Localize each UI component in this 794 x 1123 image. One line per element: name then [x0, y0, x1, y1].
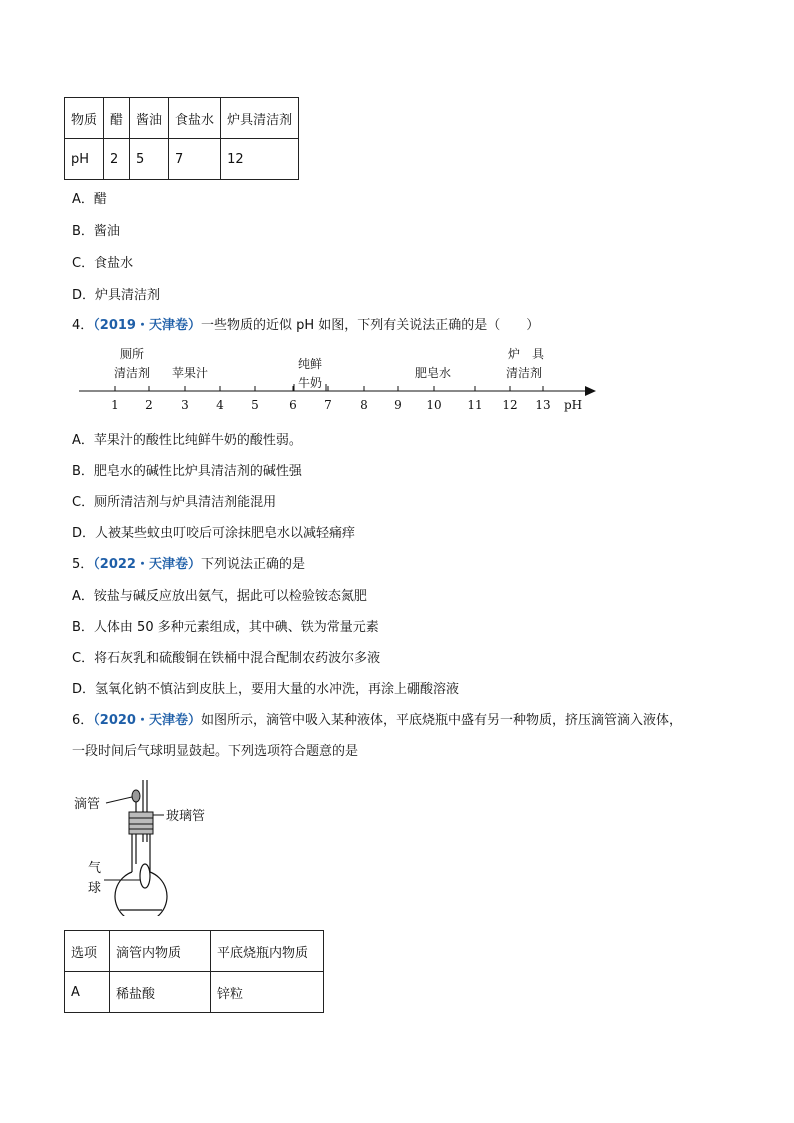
ph-tick-label: 8	[360, 398, 368, 412]
q3-option-b: B．酱油	[72, 224, 120, 239]
q4-option-a: A．苹果汁的酸性比纯鲜牛奶的酸性弱。	[72, 433, 302, 448]
question-text: 如图所示，滴管中吸入某种液体，平底烧瓶中盛有另一种物质，挤压滴管滴入液体，	[200, 713, 682, 728]
table-row	[65, 139, 299, 180]
q4-option-d: D．人被某些蚊虫叮咬后可涂抹肥皂水以减轻痛痒	[72, 526, 356, 541]
ph-tick-label: 1	[111, 398, 119, 412]
question-number: 5．	[72, 557, 94, 572]
table-row	[65, 98, 299, 139]
ph-label-soap-water: 肥皂水	[414, 366, 452, 380]
q3-option-d: D．炉具清洁剂	[72, 288, 161, 303]
ph-label-toilet-cleaner-1: 厕所	[119, 347, 145, 361]
table-cell: 选项	[65, 931, 110, 972]
ph-label-apple-juice: 苹果汁	[171, 366, 209, 380]
table-cell: 2	[104, 139, 130, 180]
rubber-stopper	[129, 812, 153, 834]
q6-stem-line1	[72, 709, 682, 728]
ph-label-milk-2: 牛奶	[297, 376, 323, 390]
table-row	[65, 972, 324, 1013]
label-balloon-1: 气	[88, 861, 102, 876]
table-cell: 滴管内物质	[110, 931, 211, 972]
table-cell: pH	[65, 139, 104, 180]
dropper-bulb-icon	[132, 790, 140, 802]
question-text: 下列说法正确的是	[200, 557, 305, 572]
q3-option-c: C．食盐水	[72, 256, 134, 271]
q5-option-c: C．将石灰乳和硫酸铜在铁桶中混合配制农药波尔多液	[72, 651, 381, 666]
ph-label-stove-cleaner-1: 炉 具	[507, 347, 545, 361]
ph-tick-label: 6	[289, 398, 297, 412]
q5-option-b: B．人体由 50 多种元素组成，其中碘、铁为常量元素	[72, 620, 379, 635]
table-cell: A	[65, 972, 110, 1013]
question-source: （2022・天津卷）	[93, 557, 201, 572]
ph-tick-label: 10	[426, 398, 442, 412]
table-cell: 稀盐酸	[110, 972, 211, 1013]
label-dropper: 滴管	[74, 797, 101, 812]
q5-stem	[72, 553, 305, 572]
q4-stem	[72, 314, 539, 333]
ph-tick-label: 7	[324, 398, 332, 412]
ph-tick-label: 5	[251, 398, 259, 412]
label-balloon-2: 球	[88, 881, 102, 896]
table-cell: 酱油	[130, 98, 169, 139]
table-cell: 7	[169, 139, 221, 180]
question-number: 4．	[72, 318, 94, 333]
label-glass-tube: 玻璃管	[166, 809, 206, 824]
table-cell: 锌粒	[211, 972, 324, 1013]
q3-option-a: A．醋	[72, 192, 107, 207]
ph-label-milk-1: 纯鲜	[297, 357, 323, 371]
ph-tick-label: 3	[181, 398, 189, 412]
ph-tick-label: 2	[145, 398, 153, 412]
dropper-leader-line	[106, 797, 132, 803]
ph-tick-label: 11	[467, 398, 483, 412]
table-cell: 醋	[104, 98, 130, 139]
question-source: （2020・天津卷）	[93, 713, 201, 728]
q4-option-b: B．肥皂水的碱性比炉具清洁剂的碱性强	[72, 464, 302, 479]
flask-apparatus-figure	[70, 776, 230, 916]
table-row	[65, 931, 324, 972]
table-cell: 平底烧瓶内物质	[211, 931, 324, 972]
question-source: （2019・天津卷）	[93, 318, 201, 333]
question-number: 6．	[72, 713, 94, 728]
table-cell: 食盐水	[169, 98, 221, 139]
balloon-icon	[140, 864, 150, 888]
q4-option-c: C．厕所清洁剂与炉具清洁剂能混用	[72, 495, 277, 510]
question-text: 一些物质的近似 pH 如图，下列有关说法正确的是（ ）	[200, 318, 540, 333]
q3-ph-table	[64, 97, 299, 180]
ph-label-stove-cleaner-2: 清洁剂	[505, 366, 543, 380]
q6-options-table	[64, 930, 324, 1013]
table-cell: 物质	[65, 98, 104, 139]
axis-arrow-icon	[585, 386, 596, 396]
table-cell: 12	[221, 139, 299, 180]
table-cell: 5	[130, 139, 169, 180]
q6-stem-line2: 一段时间后气球明显鼓起。下列选项符合题意的是	[72, 744, 359, 759]
q5-option-d: D．氢氧化钠不慎沾到皮肤上，要用大量的水冲洗，再涂上硼酸溶液	[72, 682, 460, 697]
ph-unit-label: pH	[564, 398, 583, 412]
q5-option-a: A．铵盐与碱反应放出氨气，据此可以检验铵态氮肥	[72, 589, 367, 604]
ph-tick-label: 9	[394, 398, 402, 412]
ph-tick-label: 13	[535, 398, 551, 412]
ph-tick-label: 4	[216, 398, 224, 412]
table-cell: 炉具清洁剂	[221, 98, 299, 139]
ph-scale-figure	[74, 340, 604, 420]
ph-tick-label: 12	[502, 398, 518, 412]
ph-label-toilet-cleaner-2: 清洁剂	[113, 366, 151, 380]
